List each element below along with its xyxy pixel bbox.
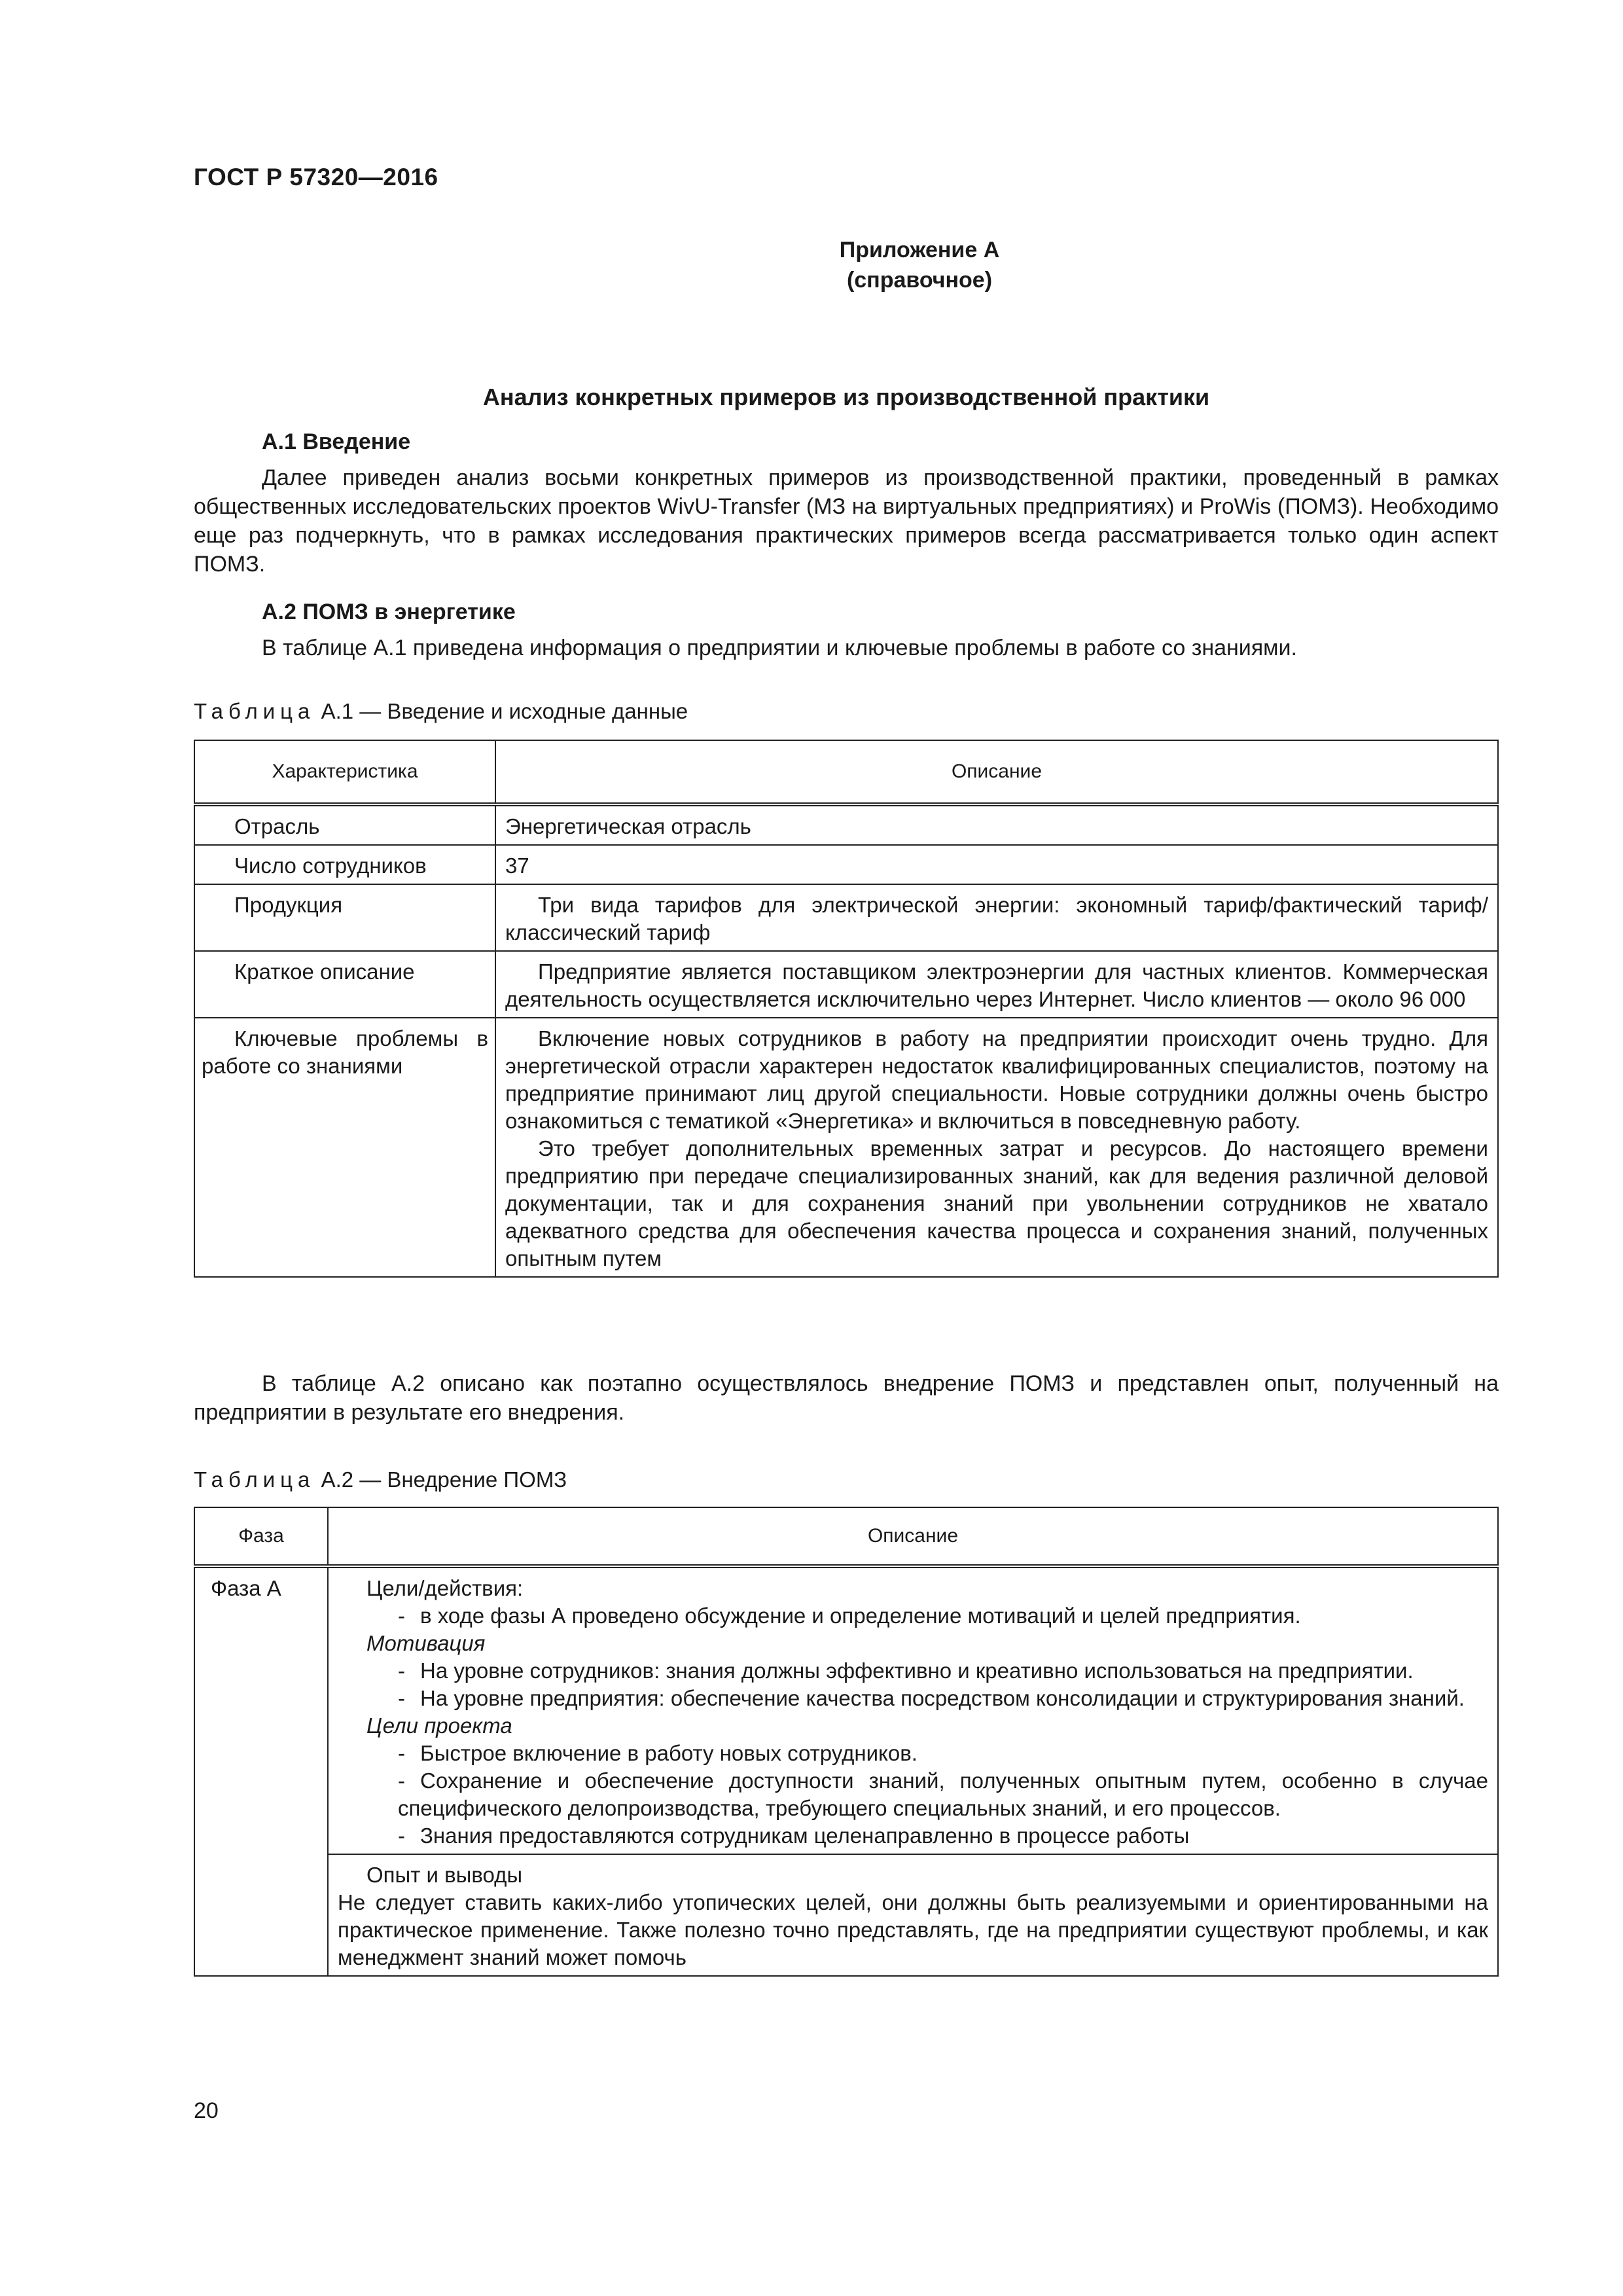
table-row bbox=[194, 951, 1498, 1018]
goals-cell bbox=[328, 1566, 1498, 1854]
table-row bbox=[194, 1854, 1498, 1976]
list-item: - На уровне сотрудников: знания должны эффективно и креативно использоваться на предприятии. bbox=[398, 1659, 1414, 1683]
between-text: В таблице А.2 описано как поэтапно осуществлялось внедрение ПОМЗ и представлен опыт, полученный на предприятии в результате его внедрения. bbox=[194, 1371, 1499, 1425]
list-item: - Знания предоставляются сотрудникам целенаправленно в процессе работы bbox=[398, 1823, 1190, 1848]
section-intro-paragraph bbox=[194, 463, 1499, 579]
table1-header-characteristic: Характеристика bbox=[194, 740, 495, 804]
intro-text: Далее приведен анализ восьми конкретных примеров из производственной практики, проведенный в рамках общественных исследовательских проектов WivU-Transfer (МЗ на виртуальных предприятиях) и ProWis (ПОМЗ). Необходимо еще раз подчеркнуть, что в рамках исследования практических примеров всегда рассматривается только один аспект ПОМЗ. bbox=[194, 465, 1499, 577]
table-row bbox=[194, 804, 1498, 845]
row-desc bbox=[495, 951, 1498, 1018]
row-name: Ключевые проблемы в работе со знаниями bbox=[194, 1018, 495, 1277]
row-desc-text-2: Это требует дополнительных временных затрат и ресурсов. До настоящего времени предприятию при передаче специализированных знаний, как для ведения различной деловой документации, так и для сохранения знаний при увольнении сотрудников не хватало адекватного средства для обеспечения качества процесса и сохранения знаний, полученных опытным путем bbox=[505, 1136, 1488, 1270]
list-item: - Быстрое включение в работу новых сотрудников. bbox=[398, 1741, 918, 1765]
table-header-row bbox=[194, 740, 1498, 804]
phase-cell: Фаза А bbox=[194, 1566, 328, 1976]
experience-label: Опыт и выводы bbox=[366, 1863, 523, 1887]
table2-header-phase: Фаза bbox=[194, 1507, 328, 1566]
page-number: 20 bbox=[194, 2098, 219, 2123]
table-intro-data bbox=[194, 740, 1499, 1278]
table1-caption bbox=[194, 699, 688, 724]
table2-header-description: Описание bbox=[328, 1507, 1498, 1566]
appendix-subtitle: (справочное) bbox=[846, 268, 993, 293]
appendix-title: Приложение А bbox=[839, 238, 1000, 262]
motivation-label: Мотивация bbox=[366, 1631, 486, 1655]
experience-cell bbox=[328, 1854, 1498, 1976]
row-desc bbox=[495, 884, 1498, 951]
row-desc: 37 bbox=[495, 845, 1498, 884]
energy-text: В таблице А.1 приведена информация о предприятии и ключевые проблемы в работе со знаниями. bbox=[262, 636, 1297, 660]
main-title: Анализ конкретных примеров из производственной практики bbox=[482, 384, 1210, 410]
table-header-row bbox=[194, 1507, 1498, 1566]
document-id: ГОСТ Р 57320—2016 bbox=[194, 164, 438, 190]
project-goals-label: Цели проекта bbox=[366, 1713, 512, 1738]
row-name: Краткое описание bbox=[194, 951, 495, 1018]
row-desc-text: Предприятие является поставщиком электроэнергии для частных клиентов. Коммерческая деятельность осуществляется исключительно через Интернет. Число клиентов — около 96 000 bbox=[505, 960, 1488, 1011]
table-row bbox=[194, 1566, 1498, 1854]
row-desc bbox=[495, 1018, 1498, 1277]
table-row bbox=[194, 884, 1498, 951]
table2-caption-text: А.2 — Внедрение ПОМЗ bbox=[321, 1467, 567, 1492]
table1-header-description: Описание bbox=[495, 740, 1498, 804]
table2-caption bbox=[194, 1467, 567, 1492]
row-name: Число сотрудников bbox=[194, 845, 495, 884]
table-implementation bbox=[194, 1507, 1499, 1977]
goals-label: Цели/действия: bbox=[366, 1576, 524, 1600]
table-row bbox=[194, 1018, 1498, 1277]
table2-caption-label: Таблица bbox=[194, 1467, 315, 1492]
section-heading-energy: А.2 ПОМЗ в энергетике bbox=[262, 600, 516, 624]
list-item: - На уровне предприятия: обеспечение качества посредством консолидации и структурирования знаний. bbox=[398, 1686, 1465, 1710]
table-row bbox=[194, 845, 1498, 884]
section-heading-intro: А.1 Введение bbox=[262, 429, 411, 454]
row-desc: Энергетическая отрасль bbox=[495, 804, 1498, 845]
list-item: - Сохранение и обеспечение доступности знаний, полученных опытным путем, особенно в случае специфического делопроизводства, требующего специальных знаний, и его процессов. bbox=[398, 1768, 1488, 1820]
table1-caption-text: А.1 — Введение и исходные данные bbox=[321, 699, 688, 723]
row-desc-text: Три вида тарифов для электрической энергии: экономный тариф/фактический тариф/классический тариф bbox=[505, 893, 1488, 944]
row-name: Отрасль bbox=[194, 804, 495, 845]
experience-text: Не следует ставить каких-либо утопических целей, они должны быть реализуемыми и ориентированными на практическое применение. Также полезно точно представлять, где на предприятии существуют проблемы, и как менеджмент знаний может помочь bbox=[338, 1890, 1488, 1969]
row-desc-text-1: Включение новых сотрудников в работу на предприятии происходит очень трудно. Для энергетической отрасли характерен недостаток квалифицированных специалистов, поэтому на предприятие принимают лиц другой специальности. Новые сотрудники должны очень быстро ознакомиться с тематикой «Энергетика» и включиться в повседневную работу. bbox=[505, 1026, 1488, 1133]
section-energy-paragraph bbox=[194, 634, 1499, 662]
table1-caption-label: Таблица bbox=[194, 699, 315, 723]
row-name: Продукция bbox=[194, 884, 495, 951]
between-paragraph bbox=[194, 1369, 1499, 1427]
list-item: - в ходе фазы А проведено обсуждение и определение мотиваций и целей предприятия. bbox=[398, 1604, 1301, 1628]
